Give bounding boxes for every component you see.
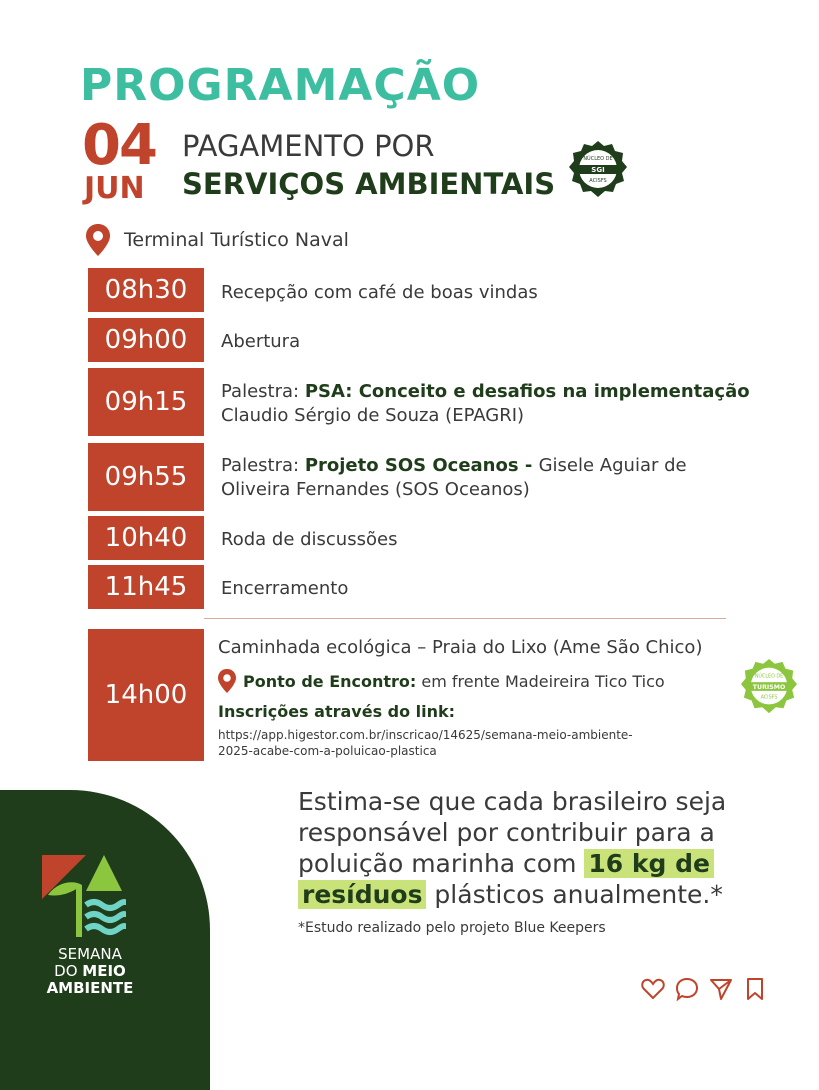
schedule-desc: Roda de discussões xyxy=(221,529,398,550)
meeting-label: Ponto de Encontro: xyxy=(243,672,417,691)
meeting-place: em frente Madeireira Tico Tico xyxy=(416,672,665,691)
schedule-desc xyxy=(221,454,687,502)
bookmark-icon[interactable] xyxy=(742,976,768,1002)
brand-panel xyxy=(0,790,210,1090)
brand-name xyxy=(30,946,150,997)
comment-icon[interactable] xyxy=(674,976,700,1002)
talk-speaker-cont: Oliveira Fernandes (SOS Oceanos) xyxy=(221,479,530,500)
event-title-line1: PAGAMENTO POR xyxy=(182,129,435,163)
heart-icon[interactable] xyxy=(640,976,666,1002)
time-badge: 08h30 xyxy=(88,268,204,312)
time-badge: 09h55 xyxy=(88,443,204,511)
talk-prefix: Palestra: xyxy=(221,381,305,402)
schedule-desc xyxy=(221,380,750,428)
registration-title: Inscrições através do link: xyxy=(218,702,456,721)
schedule-desc: Encerramento xyxy=(221,578,349,599)
page-title: PROGRAMAÇÃO xyxy=(80,60,481,111)
fact-part2: plásticos anualmente.* xyxy=(426,880,723,909)
talk-speaker: Gisele Aguiar de xyxy=(538,455,687,476)
date-month: JUN xyxy=(84,171,145,206)
turismo-seal-mid: TURISMO xyxy=(752,683,786,691)
sgi-seal-top: NÚCLEO DE xyxy=(583,156,613,162)
fact-highlight: 16 kg de xyxy=(584,849,714,878)
talk-title: Projeto SOS Oceanos - xyxy=(304,455,539,476)
location-pin-icon xyxy=(86,224,110,256)
registration-link[interactable]: https://app.higestor.com.br/inscricao/14625/semana-meio-ambiente-2025-acabe-com-a-poluicao-plastica xyxy=(218,728,633,758)
sgi-seal-bottom: ACISFS xyxy=(589,178,607,184)
brand-line3: AMBIENTE xyxy=(46,979,134,997)
sgi-seal-mid: SGI xyxy=(591,166,605,174)
meeting-point xyxy=(243,670,665,694)
time-badge: 14h00 xyxy=(88,629,204,761)
talk-prefix: Palestra: xyxy=(221,455,305,476)
location-pin-icon xyxy=(218,669,236,693)
talk-speaker: Claudio Sérgio de Souza (EPAGRI) xyxy=(221,405,525,426)
time-badge: 11h45 xyxy=(88,565,204,609)
turismo-seal-bottom: ACISFS xyxy=(760,695,778,701)
date-day: 04 xyxy=(82,113,156,178)
fact-part1: Estima-se que cada brasileiro seja responsável por contribuir para a poluição marinha com xyxy=(298,787,727,878)
turismo-seal-top: NÚCLEO DE xyxy=(754,674,784,680)
brand-line2a: DO xyxy=(54,962,83,980)
brand-line1: SEMANA xyxy=(58,945,122,963)
time-badge: 09h00 xyxy=(88,318,204,362)
divider xyxy=(204,618,726,619)
talk-title: PSA: Conceito e desafios na implementação xyxy=(304,381,750,402)
footnote: *Estudo realizado pelo projeto Blue Keepers xyxy=(298,920,606,936)
walk-title: Caminhada ecológica – Praia do Lixo (Ame São Chico) xyxy=(218,637,703,658)
semana-logo-icon xyxy=(42,855,126,937)
schedule-desc: Abertura xyxy=(221,331,301,352)
turismo-seal-icon xyxy=(740,658,798,716)
fact-text xyxy=(298,786,768,910)
time-badge: 10h40 xyxy=(88,516,204,560)
brand-line2b: MEIO xyxy=(82,962,126,980)
location-text: Terminal Turístico Naval xyxy=(124,229,349,251)
time-badge: 09h15 xyxy=(88,368,204,436)
event-title-line2: SERVIÇOS AMBIENTAIS xyxy=(182,167,556,201)
fact-highlight: resíduos xyxy=(298,880,426,909)
sgi-seal-icon xyxy=(568,140,628,200)
schedule-desc: Recepção com café de boas vindas xyxy=(221,282,538,303)
share-icon[interactable] xyxy=(708,976,734,1002)
social-actions xyxy=(640,976,768,1002)
